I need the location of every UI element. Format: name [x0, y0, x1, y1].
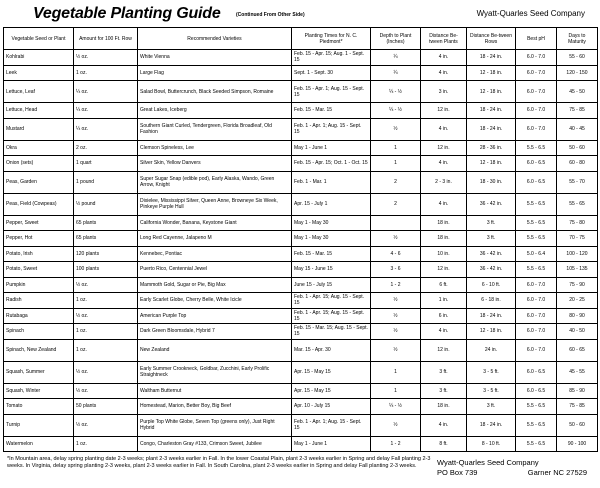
varieties-cell: Homestead, Marion, Better Boy, Big Beef [138, 399, 292, 415]
plant-spacing-cell: 18 in. [421, 399, 467, 415]
plant-spacing-cell: 4 in. [421, 118, 467, 140]
table-row [4, 103, 598, 119]
plant-spacing-cell: 4 in. [421, 324, 467, 340]
amount-cell: ¼ oz. [74, 81, 138, 103]
amount-cell: 1 oz. [74, 436, 138, 452]
ph-cell: 6.0 - 6.5 [516, 383, 557, 399]
plant-spacing-cell: 8 ft. [421, 436, 467, 452]
vegetable-cell: Turnip [4, 414, 74, 436]
varieties-cell: Large Flag [138, 65, 292, 81]
planting-times-cell: Feb. 15 - Mar. 15; Aug. 15 - Sept. 15 [292, 324, 371, 340]
row-spacing-cell: 6 - 10 ft. [467, 277, 516, 293]
varieties-cell: California Wonder, Banana, Keystone Giant [138, 215, 292, 231]
plant-spacing-cell: 6 ft. [421, 277, 467, 293]
ph-cell: 6.0 - 6.5 [516, 156, 557, 172]
depth-cell: ¼ [371, 65, 421, 81]
depth-cell: ½ [371, 118, 421, 140]
table-row [4, 339, 598, 361]
row-spacing-cell: 3 - 5 ft. [467, 383, 516, 399]
table-row [4, 118, 598, 140]
maturity-cell: 60 - 65 [557, 339, 598, 361]
ph-cell: 6.0 - 6.5 [516, 361, 557, 383]
column-header: Amount for 100 Ft. Row [74, 28, 138, 50]
company-address [437, 458, 587, 478]
amount-cell: ¼ oz. [74, 118, 138, 140]
varieties-cell: Dixielee, Mississippi Silver, Queen Anne, Browneye Six Week, Pinkeye Purple Hull [138, 193, 292, 215]
plant-spacing-cell: 12 in. [421, 262, 467, 278]
ph-cell: 6.0 - 7.0 [516, 81, 557, 103]
table-row [4, 399, 598, 415]
planting-times-cell: Feb. 1 - Mar. 1 [292, 171, 371, 193]
maturity-cell: 45 - 50 [557, 81, 598, 103]
column-header: Depth to Plant (Inches) [371, 28, 421, 50]
plant-spacing-cell: 1 in. [421, 293, 467, 309]
plant-spacing-cell: 12 in. [421, 339, 467, 361]
table-row [4, 361, 598, 383]
amount-cell: 1 pound [74, 171, 138, 193]
vegetable-cell: Pepper, Hot [4, 231, 74, 247]
table-row [4, 50, 598, 66]
depth-cell: 3 - 6 [371, 262, 421, 278]
table-body [4, 50, 598, 452]
ph-cell: 5.5 - 6.5 [516, 436, 557, 452]
page-subtitle: (Continued From Other Side) [236, 12, 305, 18]
vegetable-cell: Squash, Winter [4, 383, 74, 399]
ph-cell: 6.0 - 7.0 [516, 324, 557, 340]
maturity-cell: 55 - 65 [557, 193, 598, 215]
amount-cell: 65 plants [74, 231, 138, 247]
planting-times-cell: Apr. 15 - July 1 [292, 193, 371, 215]
table-row [4, 277, 598, 293]
row-spacing-cell: 18 - 24 in. [467, 414, 516, 436]
guide-header [3, 3, 597, 27]
maturity-cell: 20 - 25 [557, 293, 598, 309]
row-spacing-cell: 18 - 24 in. [467, 50, 516, 66]
maturity-cell: 60 - 80 [557, 156, 598, 172]
varieties-cell: Southern Giant Curled, Tendergreen, Florida Broadleaf, Old Fashion [138, 118, 292, 140]
varieties-cell: Kennebec, Pontiac [138, 246, 292, 262]
varieties-cell: Mammoth Gold, Sugar or Pie, Big Max [138, 277, 292, 293]
amount-cell: ½ oz. [74, 361, 138, 383]
varieties-cell: American Purple Top [138, 308, 292, 324]
table-row [4, 414, 598, 436]
maturity-cell: 75 - 80 [557, 215, 598, 231]
vegetable-cell: Pumpkin [4, 277, 74, 293]
varieties-cell: Early Summer Crookneck, Goldbar, Zucchini, Early Prolific Straightneck [138, 361, 292, 383]
maturity-cell: 105 - 135 [557, 262, 598, 278]
column-header: Vegetable Seed or Plant [4, 28, 74, 50]
depth-cell: ½ [371, 339, 421, 361]
vegetable-cell: Peas, Field (Cowpeas) [4, 193, 74, 215]
footnote: *In Mountain area, delay spring planting date 2-3 weeks; plant 2-3 weeks earlier in Fall. In the lower Coastal Plain, plant 2-3 weeks earlier in Spring and delay Fall planting 2-3 weeks. In Virginia, delay spring planting 2-3 weeks, plant 2-3 weeks earlier in Fall. In South Carolina, plant 2-3 weeks earlier in Spring and delay Fall planting 2-3 weeks. [7, 456, 431, 469]
table-row [4, 140, 598, 156]
vegetable-cell: Tomato [4, 399, 74, 415]
depth-cell: 4 - 6 [371, 246, 421, 262]
planting-times-cell: Feb. 15 - Apr. 1; Aug. 15 - Sept. 15 [292, 81, 371, 103]
maturity-cell: 80 - 90 [557, 308, 598, 324]
depth-cell: 1 - 2 [371, 436, 421, 452]
amount-cell: 65 plants [74, 215, 138, 231]
planting-guide-page [3, 3, 597, 477]
ph-cell: 5.5 - 6.5 [516, 215, 557, 231]
depth-cell: ½ [371, 414, 421, 436]
page-title: Vegetable Planting Guide [33, 5, 221, 22]
table-row [4, 215, 598, 231]
row-spacing-cell: 3 ft. [467, 399, 516, 415]
planting-times-cell: Mar. 15 - Apr. 30 [292, 339, 371, 361]
ph-cell: 5.5 - 6.5 [516, 193, 557, 215]
plant-spacing-cell: 12 in. [421, 103, 467, 119]
planting-times-cell: Apr. 10 - July 15 [292, 399, 371, 415]
planting-times-cell: Apr. 15 - May 15 [292, 361, 371, 383]
planting-times-cell: May 1 - June 1 [292, 436, 371, 452]
table-row [4, 65, 598, 81]
varieties-cell: Super Sugar Snap (edible pod), Early Alaska, Wando, Green Arrow, Knight [138, 171, 292, 193]
ph-cell: 6.0 - 7.0 [516, 277, 557, 293]
table-row [4, 324, 598, 340]
row-spacing-cell: 36 - 42 in. [467, 262, 516, 278]
vegetable-cell: Leek [4, 65, 74, 81]
ph-cell: 6.0 - 7.0 [516, 65, 557, 81]
maturity-cell: 90 - 100 [557, 436, 598, 452]
ph-cell: 6.0 - 7.0 [516, 50, 557, 66]
depth-cell: ¼ - ½ [371, 81, 421, 103]
planting-times-cell: May 1 - May 30 [292, 231, 371, 247]
planting-times-cell: May 1 - June 1 [292, 140, 371, 156]
varieties-cell: Dark Green Bloomsdale, Hybrid 7 [138, 324, 292, 340]
table-row [4, 293, 598, 309]
row-spacing-cell: 12 - 18 in. [467, 81, 516, 103]
column-header: Recommended Varieties [138, 28, 292, 50]
ph-cell: 5.5 - 6.5 [516, 140, 557, 156]
vegetable-cell: Kohlrabi [4, 50, 74, 66]
table-row [4, 308, 598, 324]
planting-times-cell: Feb. 1 - Apr. 15; Aug. 15 - Sept. 15 [292, 308, 371, 324]
planting-times-cell: May 1 - May 30 [292, 215, 371, 231]
depth-cell: ½ [371, 293, 421, 309]
varieties-cell: Congo, Charleston Gray #133, Crimson Sweet, Jubilee [138, 436, 292, 452]
plant-spacing-cell: 3 ft. [421, 383, 467, 399]
vegetable-cell: Pepper, Sweet [4, 215, 74, 231]
planting-times-cell: Feb. 1 - Apr. 15; Aug. 15 - Sept. 15 [292, 293, 371, 309]
row-spacing-cell: 36 - 42 in. [467, 246, 516, 262]
planting-times-cell: Feb. 15 - Mar. 15 [292, 246, 371, 262]
amount-cell: 120 plants [74, 246, 138, 262]
planting-times-cell: Feb. 1 - Apr. 1; Aug. 15 - Sept. 15 [292, 414, 371, 436]
depth-cell: 1 - 2 [371, 277, 421, 293]
company-name-footer: Wyatt-Quarles Seed Company [437, 458, 539, 467]
plant-spacing-cell: 2 - 3 in. [421, 171, 467, 193]
row-spacing-cell: 18 - 24 in. [467, 103, 516, 119]
row-spacing-cell: 3 ft. [467, 231, 516, 247]
amount-cell: ½ oz. [74, 383, 138, 399]
planting-times-cell: Feb. 15 - Apr. 15; Oct. 1 - Oct. 15 [292, 156, 371, 172]
plant-spacing-cell: 3 ft. [421, 361, 467, 383]
table-row [4, 246, 598, 262]
row-spacing-cell: 12 - 18 in. [467, 156, 516, 172]
varieties-cell: Long Red Cayenne, Jalapeno M [138, 231, 292, 247]
depth-cell: ½ [371, 231, 421, 247]
ph-cell: 6.0 - 7.0 [516, 339, 557, 361]
ph-cell: 6.0 - 7.0 [516, 118, 557, 140]
varieties-cell: White Vienna [138, 50, 292, 66]
depth-cell: 2 [371, 193, 421, 215]
guide-footer [3, 452, 597, 488]
ph-cell: 5.5 - 6.5 [516, 262, 557, 278]
column-header: Distance Be-tween Rows [467, 28, 516, 50]
vegetable-cell: Onion (sets) [4, 156, 74, 172]
planting-times-cell: June 15 - July 15 [292, 277, 371, 293]
maturity-cell: 75 - 90 [557, 277, 598, 293]
depth-cell: ¼ [371, 50, 421, 66]
amount-cell: 1 oz. [74, 293, 138, 309]
row-spacing-cell: 12 - 18 in. [467, 65, 516, 81]
column-header: Best pH [516, 28, 557, 50]
amount-cell: 1 oz. [74, 339, 138, 361]
varieties-cell: Great Lakes, Iceberg [138, 103, 292, 119]
plant-spacing-cell: 18 in. [421, 215, 467, 231]
table-row [4, 262, 598, 278]
plant-spacing-cell: 4 in. [421, 50, 467, 66]
vegetable-cell: Rutabaga [4, 308, 74, 324]
row-spacing-cell: 28 - 36 in. [467, 140, 516, 156]
column-header: Planting Times for N. C. Piedmont* [292, 28, 371, 50]
maturity-cell: 70 - 75 [557, 231, 598, 247]
vegetable-cell: Potato, Irish [4, 246, 74, 262]
vegetable-cell: Okra [4, 140, 74, 156]
amount-cell: ½ oz. [74, 308, 138, 324]
maturity-cell: 40 - 50 [557, 324, 598, 340]
amount-cell: 2 oz. [74, 140, 138, 156]
amount-cell: ½ pound [74, 193, 138, 215]
ph-cell: 5.0 - 6.4 [516, 246, 557, 262]
vegetable-cell: Watermelon [4, 436, 74, 452]
table-row [4, 231, 598, 247]
ph-cell: 5.5 - 6.5 [516, 399, 557, 415]
maturity-cell: 55 - 70 [557, 171, 598, 193]
varieties-cell: New Zealand [138, 339, 292, 361]
amount-cell: 1 oz. [74, 324, 138, 340]
table-header-row [4, 28, 598, 50]
ph-cell: 6.0 - 6.5 [516, 171, 557, 193]
maturity-cell: 85 - 90 [557, 383, 598, 399]
row-spacing-cell: 18 - 24 in. [467, 118, 516, 140]
depth-cell: 1 [371, 140, 421, 156]
table-row [4, 436, 598, 452]
depth-cell: 1 [371, 383, 421, 399]
planting-times-cell: May 15 - June 15 [292, 262, 371, 278]
maturity-cell: 45 - 55 [557, 361, 598, 383]
vegetable-cell: Spinach, New Zealand [4, 339, 74, 361]
row-spacing-cell: 6 - 18 in. [467, 293, 516, 309]
table-row [4, 156, 598, 172]
varieties-cell: Waltham Butternut [138, 383, 292, 399]
company-name-header: Wyatt-Quarles Seed Company [476, 9, 585, 18]
city-state-zip: Garner NC 27529 [527, 468, 587, 477]
plant-spacing-cell: 18 in. [421, 231, 467, 247]
depth-cell: ½ [371, 308, 421, 324]
depth-cell: ½ [371, 324, 421, 340]
ph-cell: 6.0 - 7.0 [516, 293, 557, 309]
depth-cell: ¼ - ½ [371, 399, 421, 415]
amount-cell: 50 plants [74, 399, 138, 415]
vegetable-cell: Lettuce, Head [4, 103, 74, 119]
depth-cell: 1 [371, 156, 421, 172]
planting-times-cell: Feb. 15 - Apr. 15; Aug. 1 - Sept. 15 [292, 50, 371, 66]
vegetable-cell: Peas, Garden [4, 171, 74, 193]
plant-spacing-cell: 4 in. [421, 65, 467, 81]
varieties-cell: Purple Top White Globe, Seven Top (greens only), Just Right Hybrid [138, 414, 292, 436]
depth-cell [371, 215, 421, 231]
planting-times-cell: Feb. 15 - Mar. 15 [292, 103, 371, 119]
row-spacing-cell: 18 - 24 in. [467, 308, 516, 324]
vegetable-cell: Squash, Summer [4, 361, 74, 383]
plant-spacing-cell: 3 in. [421, 81, 467, 103]
plant-spacing-cell: 4 in. [421, 414, 467, 436]
planting-times-cell: Apr. 15 - May 15 [292, 383, 371, 399]
ph-cell: 5.5 - 6.5 [516, 231, 557, 247]
amount-cell: ½ oz. [74, 277, 138, 293]
row-spacing-cell: 3 - 5 ft. [467, 361, 516, 383]
row-spacing-cell: 18 - 30 in. [467, 171, 516, 193]
row-spacing-cell: 24 in. [467, 339, 516, 361]
address-line [437, 468, 587, 478]
maturity-cell: 100 - 120 [557, 246, 598, 262]
amount-cell: ½ oz. [74, 50, 138, 66]
vegetable-cell: Spinach [4, 324, 74, 340]
plant-spacing-cell: 12 in. [421, 140, 467, 156]
ph-cell: 6.0 - 7.0 [516, 103, 557, 119]
vegetable-cell: Potato, Sweet [4, 262, 74, 278]
row-spacing-cell: 12 - 18 in. [467, 324, 516, 340]
po-box: PO Box 739 [437, 468, 478, 477]
plant-spacing-cell: 4 in. [421, 156, 467, 172]
plant-spacing-cell: 4 in. [421, 193, 467, 215]
varieties-cell: Early Scarlet Globe, Cherry Belle, White Icicle [138, 293, 292, 309]
varieties-cell: Clemson Spineless, Lee [138, 140, 292, 156]
planting-table [3, 27, 598, 452]
table-row [4, 81, 598, 103]
table-row [4, 383, 598, 399]
ph-cell: 5.5 - 6.5 [516, 414, 557, 436]
ph-cell: 6.0 - 7.0 [516, 308, 557, 324]
amount-cell: ½ oz. [74, 414, 138, 436]
vegetable-cell: Radish [4, 293, 74, 309]
row-spacing-cell: 36 - 42 in. [467, 193, 516, 215]
maturity-cell: 75 - 85 [557, 399, 598, 415]
plant-spacing-cell: 6 in. [421, 308, 467, 324]
amount-cell: ¼ oz. [74, 103, 138, 119]
vegetable-cell: Mustard [4, 118, 74, 140]
maturity-cell: 120 - 150 [557, 65, 598, 81]
column-header: Days to Maturity [557, 28, 598, 50]
depth-cell: ¼ - ½ [371, 103, 421, 119]
vegetable-cell: Lettuce, Leaf [4, 81, 74, 103]
row-spacing-cell: 8 - 10 ft. [467, 436, 516, 452]
depth-cell: 1 [371, 361, 421, 383]
amount-cell: 1 quart [74, 156, 138, 172]
varieties-cell: Silver Skin, Yellow Danvers [138, 156, 292, 172]
table-row [4, 193, 598, 215]
maturity-cell: 50 - 60 [557, 140, 598, 156]
planting-times-cell: Sept. 1 - Sept. 30 [292, 65, 371, 81]
maturity-cell: 40 - 45 [557, 118, 598, 140]
column-header: Distance Be-tween Plants [421, 28, 467, 50]
maturity-cell: 75 - 85 [557, 103, 598, 119]
amount-cell: 1 oz. [74, 65, 138, 81]
row-spacing-cell: 3 ft. [467, 215, 516, 231]
maturity-cell: 55 - 60 [557, 50, 598, 66]
plant-spacing-cell: 10 in. [421, 246, 467, 262]
depth-cell: 2 [371, 171, 421, 193]
amount-cell: 100 plants [74, 262, 138, 278]
table-row [4, 171, 598, 193]
varieties-cell: Salad Bowl, Buttercrunch, Black Seeded Simpson, Romaine [138, 81, 292, 103]
maturity-cell: 50 - 60 [557, 414, 598, 436]
planting-times-cell: Feb. 1 - Apr. 1; Aug. 15 - Sept. 15 [292, 118, 371, 140]
varieties-cell: Puerto Rico, Centennial Jewel [138, 262, 292, 278]
